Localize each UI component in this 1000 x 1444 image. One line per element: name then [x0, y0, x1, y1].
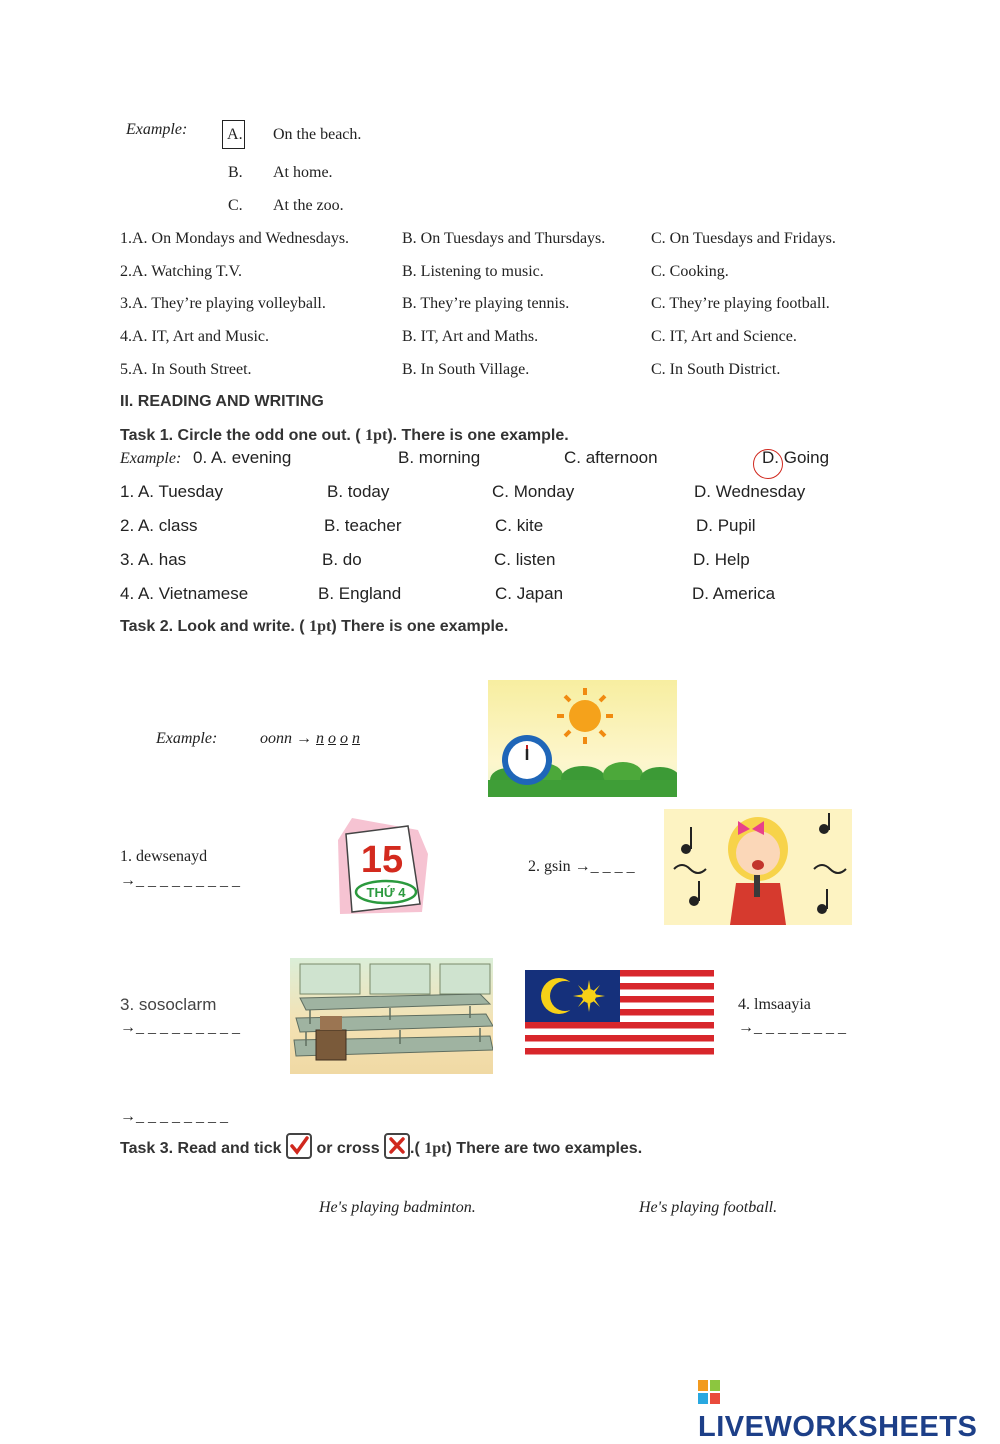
- question-5-b: B. In South Village.: [402, 361, 530, 378]
- task1-example-label: Example:: [120, 450, 182, 467]
- tick-icon: [286, 1133, 312, 1159]
- section-title: II. READING AND WRITING: [120, 393, 324, 410]
- task2-title: Task 2. Look and write. ( 1pt) There is one example.: [120, 618, 509, 635]
- task2-example-label: Example:: [156, 730, 218, 747]
- question-2-b: B. Listening to music.: [402, 263, 544, 280]
- task3-title: Task 3. Read and tick or cross .( 1pt) There are two examples.: [120, 1133, 642, 1159]
- example-option-a: A.: [227, 126, 243, 143]
- task1-row-4-c[interactable]: C. Japan: [495, 584, 564, 603]
- task2-example-word: oonn → n o o n: [260, 730, 360, 747]
- calendar-icon: [330, 812, 432, 922]
- cross-icon: [384, 1133, 410, 1159]
- question-3-b: B. They’re playing tennis.: [402, 295, 570, 312]
- task2-item-1-blank[interactable]: →_ _ _ _ _ _ _ _ _: [120, 872, 240, 889]
- task1-row-3-c[interactable]: C. listen: [494, 550, 556, 569]
- calendar-number: 15: [360, 839, 404, 881]
- task1-example-d: D. Going: [762, 448, 830, 467]
- liveworksheets-logo: LIVEWORKSHEETS: [698, 1378, 1000, 1444]
- question-1-c: C. On Tuesdays and Fridays.: [651, 230, 836, 247]
- question-3-c: C. They’re playing football.: [651, 295, 830, 312]
- task2-item-3-blank[interactable]: →_ _ _ _ _ _ _ _ _: [120, 1019, 240, 1036]
- task1-row-4-b[interactable]: B. England: [318, 584, 402, 603]
- task1-row-3-a: 3. A. has: [120, 550, 187, 569]
- calendar-picture: [330, 812, 432, 922]
- question-4-a: 4.A. IT, Art and Music.: [120, 328, 270, 345]
- task1-row-3-d[interactable]: D. Help: [693, 550, 750, 569]
- sun-clock-scene: [488, 680, 677, 797]
- question-1-a: 1.A. On Mondays and Wednesdays.: [120, 230, 350, 247]
- task3-example-1: He's playing badminton.: [319, 1199, 476, 1216]
- task1-row-1-d[interactable]: D. Wednesday: [694, 482, 806, 501]
- task1-example-c: C. afternoon: [564, 448, 658, 467]
- noon-picture: [488, 680, 677, 797]
- question-3-a: 3.A. They’re playing volleyball.: [120, 295, 326, 312]
- malaysia-flag-icon: [525, 970, 714, 1061]
- question-1-b: B. On Tuesdays and Thursdays.: [402, 230, 606, 247]
- example-option-c: C.: [228, 197, 243, 214]
- task1-title: Task 1. Circle the odd one out. ( 1pt). There is one example.: [120, 427, 569, 444]
- example-option-b-text: At home.: [273, 164, 333, 181]
- task1-row-4-d[interactable]: D. America: [692, 584, 776, 603]
- liveworksheets-logo-icon: [698, 1380, 720, 1406]
- question-2-a: 2.A. Watching T.V.: [120, 263, 242, 280]
- task1-example-b: B. morning: [398, 448, 481, 467]
- girl-singing-picture: [664, 809, 852, 925]
- classroom-picture: [290, 958, 493, 1074]
- calendar-label: THỨ 4: [366, 885, 406, 900]
- task1-row-2-b[interactable]: B. teacher: [324, 516, 402, 535]
- task2-item-4-blank[interactable]: →_ _ _ _ _ _ _ _: [738, 1019, 846, 1036]
- question-2-c: C. Cooking.: [651, 263, 729, 280]
- question-5-c: C. In South District.: [651, 361, 781, 378]
- task1-row-1-c[interactable]: C. Monday: [492, 482, 575, 501]
- question-4-c: C. IT, Art and Science.: [651, 328, 797, 345]
- task1-row-1-a: 1. A. Tuesday: [120, 482, 224, 501]
- example-option-c-text: At the zoo.: [273, 197, 344, 214]
- task1-row-1-b[interactable]: B. today: [327, 482, 390, 501]
- example-option-a-text: On the beach.: [273, 126, 362, 143]
- singing-girl-icon: [664, 809, 852, 925]
- task1-row-4-a: 4. A. Vietnamese: [120, 584, 249, 603]
- sun-icon: [557, 688, 613, 744]
- task1-example-a: 0. A. evening: [193, 448, 292, 467]
- task2-item-4-word: 4. lmsaayia: [738, 996, 811, 1013]
- task2-item-2[interactable]: 2. gsin →_ _ _ _: [528, 858, 635, 875]
- example-option-b: B.: [228, 164, 243, 181]
- extra-blank[interactable]: →_ _ _ _ _ _ _ _: [120, 1108, 228, 1125]
- task1-row-3-b[interactable]: B. do: [322, 550, 362, 569]
- example-label: Example:: [126, 121, 188, 138]
- task3-example-2: He's playing football.: [639, 1199, 778, 1216]
- task1-row-2-d[interactable]: D. Pupil: [696, 516, 756, 535]
- question-4-b: B. IT, Art and Maths.: [402, 328, 539, 345]
- task1-row-2-a: 2. A. class: [120, 516, 198, 535]
- task1-row-2-c[interactable]: C. kite: [495, 516, 544, 535]
- task2-item-1-word: 1. dewsenayd: [120, 848, 208, 865]
- clock-icon: [502, 735, 552, 785]
- task2-item-3-word: 3. sosoclarm: [120, 995, 217, 1014]
- question-5-a: 5.A. In South Street.: [120, 361, 252, 378]
- malaysia-flag-picture: [525, 970, 714, 1061]
- classroom-desks-icon: [290, 958, 493, 1074]
